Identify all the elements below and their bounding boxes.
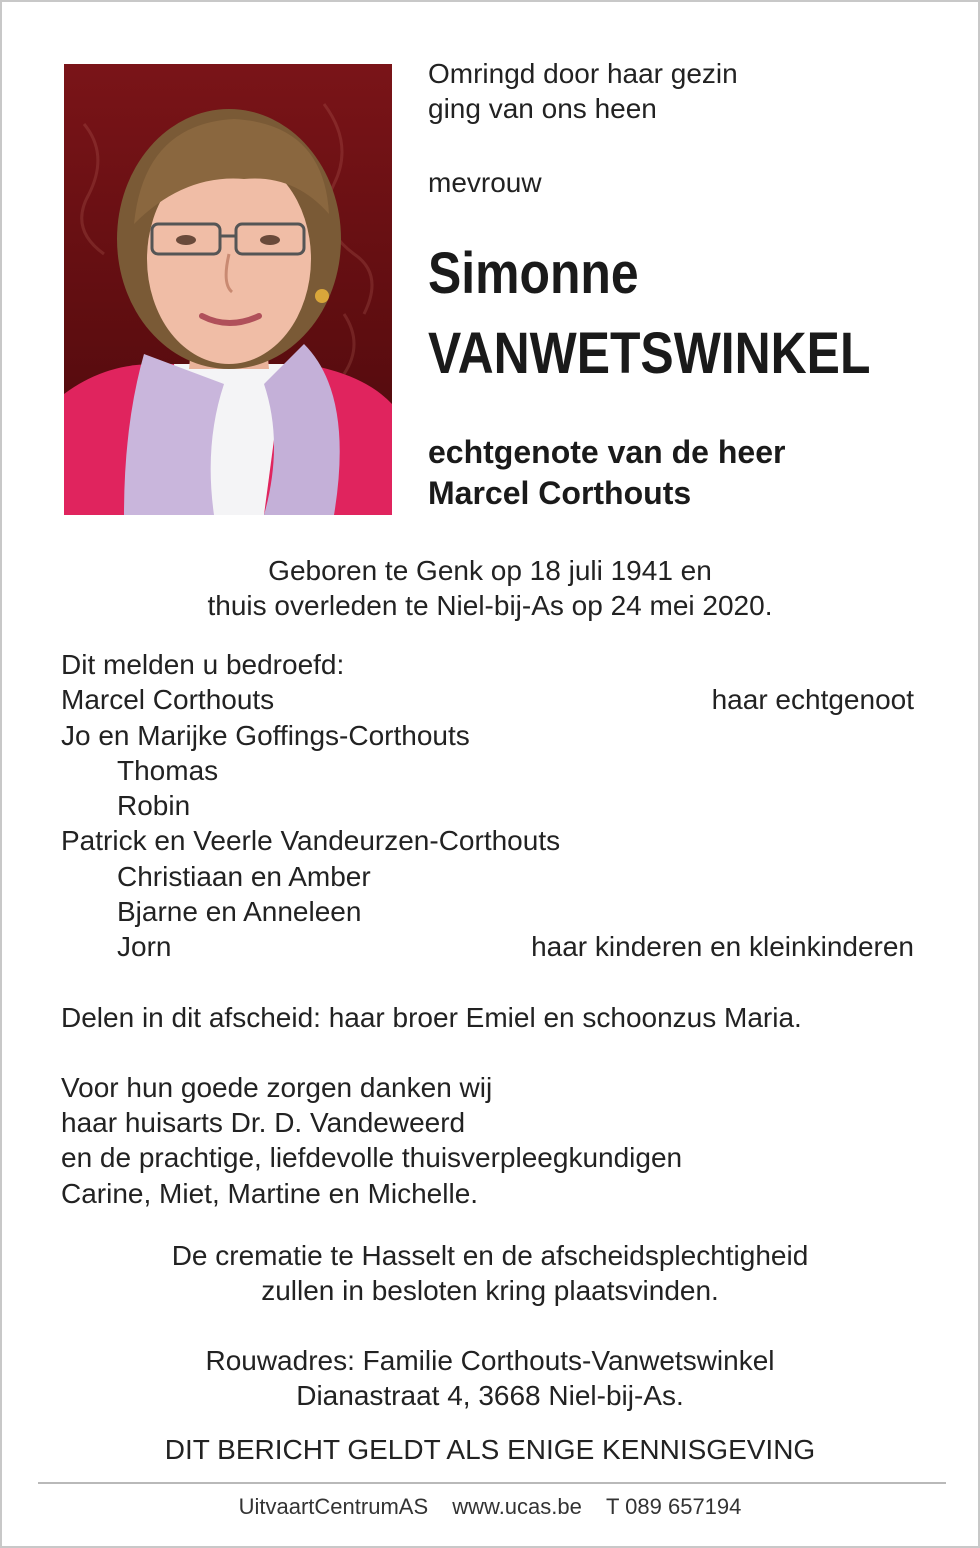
mourner-grandchild-4: Bjarne en Anneleen (117, 896, 362, 927)
mourner-family-2: Patrick en Veerle Vandeurzen-Corthouts (61, 825, 561, 856)
cremation-line-2: zullen in besloten kring plaatsvinden. (261, 1275, 719, 1306)
deceased-last-name: VANWETSWINKEL (428, 321, 871, 386)
mourner-children-relation: haar kinderen en kleinkinderen (531, 931, 914, 962)
notice: DIT BERICHT GELDT ALS ENIGE KENNISGEVING (164, 1434, 816, 1465)
mourner-family-1: Jo en Marijke Goffings-Corthouts (61, 720, 470, 751)
intro-line-2: ging van ons heen (428, 93, 657, 124)
honorific: mevrouw (428, 167, 542, 198)
address-line-2: Dianastraat 4, 3668 Niel-bij-As. (296, 1380, 684, 1411)
mourners-heading: Dit melden u bedroefd: (61, 649, 345, 680)
portrait-illustration (64, 64, 392, 515)
birth-line-2: thuis overleden te Niel-bij-As op 24 mei 2020. (207, 590, 773, 621)
spouse-line-1: echtgenote van de heer (428, 434, 786, 470)
share-farewell: Delen in dit afscheid: haar broer Emiel en schoonzus Maria. (61, 1002, 802, 1033)
thanks-line-1: Voor hun goede zorgen danken wij (61, 1072, 493, 1103)
birth-line-1: Geboren te Genk op 18 juli 1941 en (268, 555, 712, 586)
footer-website[interactable]: www.ucas.be (452, 1494, 582, 1519)
thanks-line-3: en de prachtige, liefdevolle thuisverpleegkundigen (61, 1142, 683, 1173)
spouse-line-2: Marcel Corthouts (428, 475, 692, 511)
mourner-grandchild-5: Jorn (117, 931, 172, 962)
mourner-spouse-relation: haar echtgenoot (711, 684, 914, 715)
intro-line-1: Omringd door haar gezin (428, 58, 738, 89)
thanks-line-4: Carine, Miet, Martine en Michelle. (61, 1178, 479, 1209)
mourner-grandchild-3: Christiaan en Amber (117, 861, 371, 892)
address-line-1: Rouwadres: Familie Corthouts-Vanwetswinkel (205, 1345, 775, 1376)
footer-divider (38, 1482, 946, 1484)
portrait-photo (64, 64, 392, 515)
footer-phone: T 089 657194 (606, 1494, 742, 1519)
mourner-grandchild-1: Thomas (117, 755, 219, 786)
thanks-line-2: haar huisarts Dr. D. Vandeweerd (61, 1107, 466, 1138)
deceased-first-name: Simonne (428, 241, 639, 306)
footer (2, 1494, 978, 1520)
footer-company: UitvaartCentrumAS (238, 1494, 429, 1519)
mourner-grandchild-2: Robin (117, 790, 191, 821)
cremation-line-1: De crematie te Hasselt en de afscheidsplechtigheid (171, 1240, 809, 1271)
mourner-spouse-name: Marcel Corthouts (61, 684, 275, 715)
